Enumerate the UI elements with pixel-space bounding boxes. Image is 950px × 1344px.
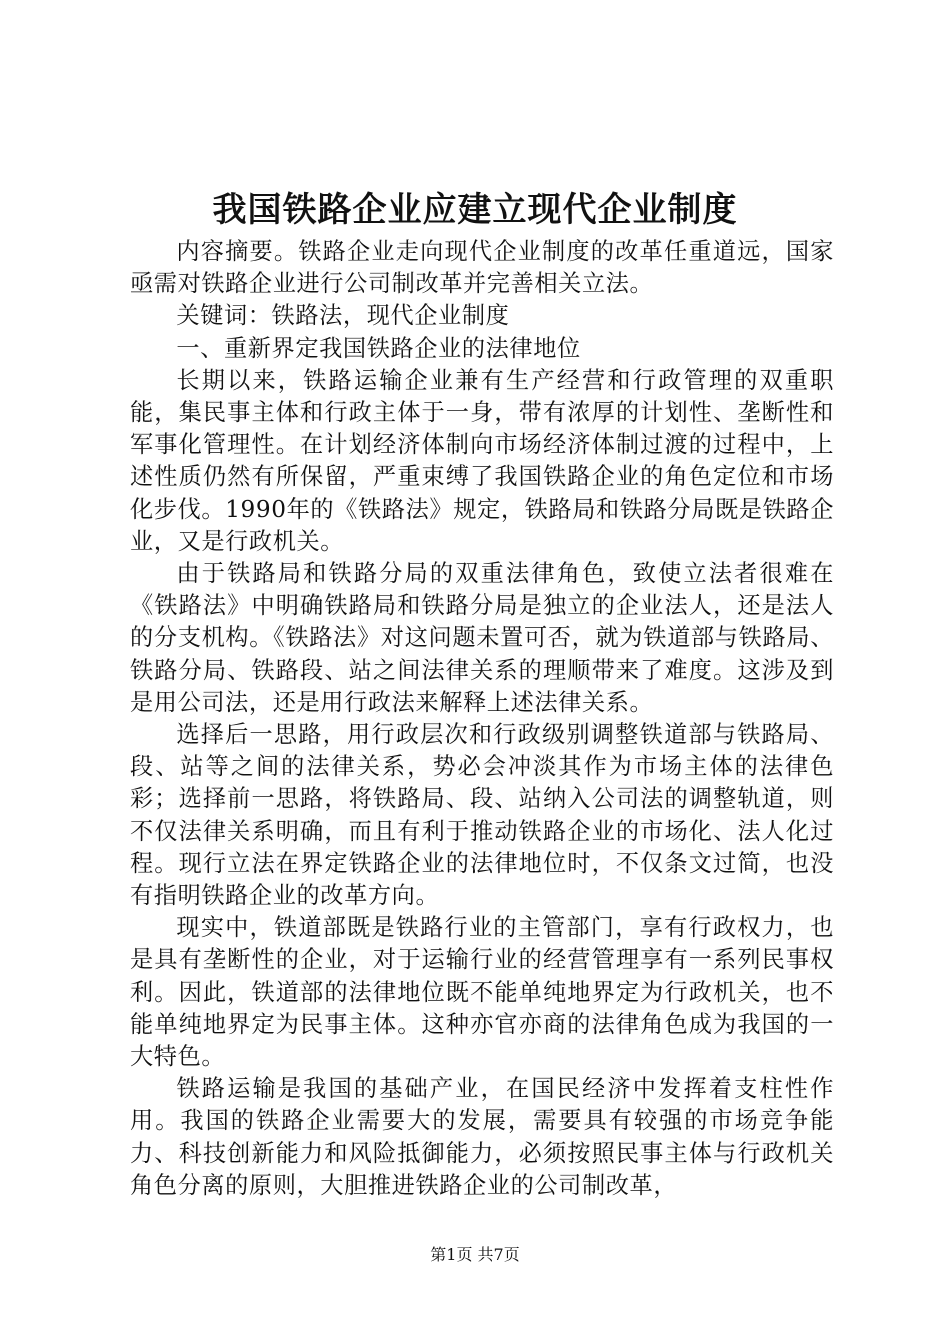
section-heading: 一、重新界定我国铁路企业的法律地位 — [176, 334, 581, 362]
document-title: 我国铁路企业应建立现代企业制度 — [212, 190, 738, 230]
body-paragraph: 铁路运输是我国的基础产业，在国民经济中发挥着支柱性作用。我国的铁路企业需要大的发展，需要具有较强的市场竞争能力、科技创新能力和风险抵御能力，必须按照民事主体与行政机关角色分离的原则，大胆推进铁路企业的公司制改革， — [130, 1075, 834, 1199]
page-number-footer: 第1页 共7页 — [430, 1245, 520, 1264]
body-paragraph: 现实中，铁道部既是铁路行业的主管部门，享有行政权力，也是具有垄断性的企业，对于运输行业的经营管理享有一系列民事权利。因此，铁道部的法律地位既不能单纯地界定为行政机关，也不能单纯地界定为民事主体。这种亦官亦商的法律角色成为我国的一大特色。 — [130, 914, 834, 1071]
body-paragraph: 由于铁路局和铁路分局的双重法律角色，致使立法者很难在《铁路法》中明确铁路局和铁路分局是独立的企业法人，还是法人的分支机构。《铁路法》对这问题未置可否，就为铁道部与铁路局、铁路分局、铁路段、站之间法律关系的理顺带来了难度。这涉及到是用公司法，还是用行政法来解释上述法律关系。 — [130, 560, 834, 716]
body-paragraph: 长期以来，铁路运输企业兼有生产经营和行政管理的双重职能，集民事主体和行政主体于一身，带有浓厚的计划性、垄断性和军事化管理性。在计划经济体制向市场经济体制过渡的过程中，上述性质仍然有所保留，严重束缚了我国铁路企业的角色定位和市场化步伐。1990年的《铁路法》规定，铁路局和铁路分局既是铁路企业，又是行政机关。 — [130, 366, 834, 555]
body-paragraph: 选择后一思路，用行政层次和行政级别调整铁道部与铁路局、段、站等之间的法律关系，势必会冲淡其作为市场主体的法律色彩；选择前一思路，将铁路局、段、站纳入公司法的调整轨道，则不仅法律关系明确，而且有利于推动铁路企业的市场化、法人化过程。现行立法在界定铁路企业的法律地位时，不仅条文过简，也没有指明铁路企业的改革方向。 — [130, 721, 834, 910]
document-body — [130, 236, 834, 1202]
abstract-paragraph: 内容摘要。铁路企业走向现代企业制度的改革任重道远，国家亟需对铁路企业进行公司制改革并完善相关立法。 — [130, 238, 834, 298]
keywords-paragraph: 关键词：铁路法，现代企业制度 — [176, 302, 510, 330]
